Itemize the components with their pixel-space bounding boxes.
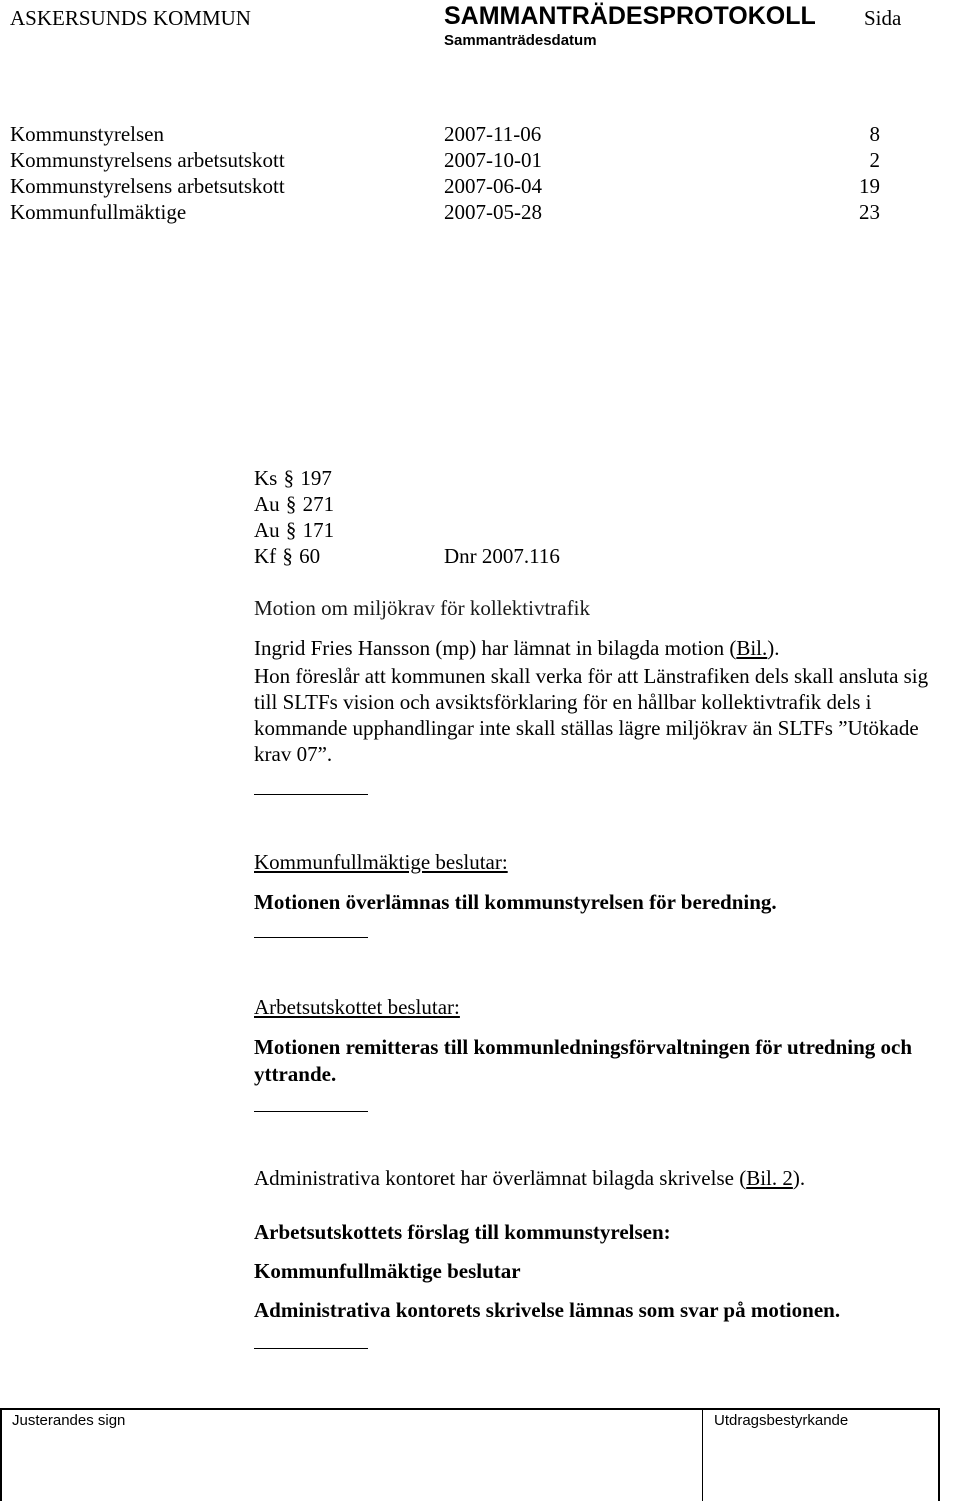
meeting-date: 2007-11-06 [444, 122, 542, 146]
motion-body-text: Hon föreslår att kommunen skall verka för att Länstrafiken dels skall ansluta sig till SLTFs vision och avsiktsförklaring för en hållbar kollektivtrafik dels i kommande upphandlingar inte skall ställas lägre miljökrav än SLTFs ”Utökade krav 07”. [254, 664, 929, 766]
separator-line [254, 794, 368, 795]
organization-name: ASKERSUNDS KOMMUN [10, 6, 251, 30]
ref-number: 171 [302, 518, 335, 542]
meeting-body: Kommunstyrelsens arbetsutskott [10, 148, 285, 172]
meeting-date: 2007-05-28 [444, 200, 542, 224]
meeting-page: 8 [869, 122, 880, 146]
meeting-row [10, 122, 880, 148]
separator-line [254, 1111, 368, 1112]
extract-certification-label: Utdragsbestyrkande [714, 1412, 849, 1429]
ref-number: 197 [300, 466, 332, 490]
intro-text-before: Ingrid Fries Hansson (mp) har lämnat in bilagda motion ( [254, 636, 737, 660]
paragraph-ref [254, 518, 334, 544]
section-symbol: § [285, 492, 297, 516]
paragraph-ref [254, 544, 320, 570]
motion-title: Motion om miljökrav för kollektivtrafik [254, 596, 590, 620]
meeting-date: 2007-06-04 [444, 174, 542, 198]
section-symbol: § [282, 544, 293, 568]
meeting-body: Kommunfullmäktige [10, 200, 187, 224]
meeting-row [10, 174, 880, 200]
attachment-link[interactable]: Bil. 2 [746, 1166, 793, 1190]
paragraph-ref [254, 466, 332, 492]
ref-number: 60 [299, 544, 321, 568]
paragraph-ref [254, 492, 334, 518]
meeting-body: Kommunstyrelsens arbetsutskott [10, 174, 285, 198]
au-decision-text: Motionen remitteras till kommunledningsförvaltningen för utredning och yttrande. [254, 1035, 913, 1086]
signature-label: Justerandes sign [12, 1412, 126, 1429]
intro-text [254, 636, 780, 661]
page-label: Sida [864, 6, 902, 30]
admin-text-after: ). [792, 1166, 806, 1190]
ref-org: Kf [254, 544, 277, 568]
intro-text-after: ). [767, 636, 780, 660]
meeting-date-label: Sammanträdesdatum [444, 32, 597, 49]
ref-org: Ks [254, 466, 278, 490]
proposal-heading: Arbetsutskottets förslag till kommunstyrelsen: [254, 1220, 671, 1244]
meeting-row [10, 200, 880, 226]
ref-org: Au [254, 518, 280, 542]
separator-line [254, 937, 368, 938]
admin-text-before: Administrativa kontoret har överlämnat bilagda skrivelse ( [254, 1166, 747, 1190]
signature-footer [0, 1408, 940, 1501]
meeting-page: 23 [859, 200, 880, 224]
attachment-link[interactable]: Bil. [736, 636, 768, 660]
au-decision-heading: Arbetsutskottet beslutar: [254, 995, 460, 1019]
footer-divider [702, 1410, 703, 1501]
kf-decision-text: Motionen överlämnas till kommunstyrelsen för beredning. [254, 890, 777, 914]
proposal-decision: Administrativa kontorets skrivelse lämnas som svar på motionen. [254, 1298, 841, 1322]
proposal-subheading: Kommunfullmäktige beslutar [254, 1259, 521, 1283]
document-title: SAMMANTRÄDESPROTOKOLL [444, 2, 816, 30]
meeting-row [10, 148, 880, 174]
meeting-body: Kommunstyrelsen [10, 122, 164, 146]
diary-number: Dnr 2007.116 [444, 544, 560, 568]
kf-decision-heading: Kommunfullmäktige beslutar: [254, 850, 508, 874]
separator-line [254, 1348, 368, 1349]
meeting-page: 2 [869, 148, 880, 172]
section-symbol: § [283, 466, 295, 490]
meeting-date: 2007-10-01 [444, 148, 542, 172]
admin-text [254, 1166, 805, 1191]
meeting-page: 19 [859, 174, 880, 198]
section-symbol: § [285, 518, 297, 542]
ref-number: 271 [302, 492, 335, 516]
ref-org: Au [254, 492, 280, 516]
